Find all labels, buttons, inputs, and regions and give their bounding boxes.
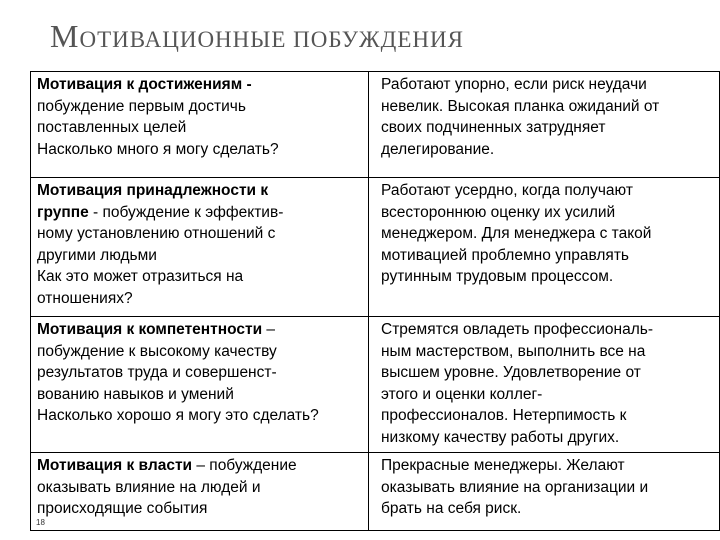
description-line: своих подчиненных затрудняет	[381, 119, 606, 136]
table-row-competence	[31, 317, 720, 453]
description-line: ным мастерством, выполнить все на	[381, 342, 646, 360]
cell-achievement-left	[31, 72, 369, 178]
description-line: делегирование.	[381, 140, 495, 158]
definition-line: побуждение первым достичь	[37, 97, 246, 115]
question-line: Как это может отразиться на	[37, 268, 244, 285]
cell-competence-right	[369, 317, 720, 453]
cell-affiliation-left	[31, 178, 369, 317]
definition-line: вованию навыков и умений	[37, 385, 234, 403]
description-line: рутинным трудовым процессом.	[381, 268, 614, 285]
slide-number: 18	[36, 518, 45, 527]
page-title	[50, 18, 464, 55]
definition-line: ному установлению отношений с	[37, 225, 276, 242]
motivation-name: Мотивация принадлежности к	[37, 182, 269, 199]
motivation-name: Мотивация к компетентности	[37, 321, 263, 338]
definition-line: поставленных целей	[37, 119, 187, 136]
description-line: Работают усердно, когда получают	[381, 182, 633, 199]
definition-line: оказывать влияние на людей и	[37, 478, 261, 496]
motivation-dash: –	[262, 321, 276, 338]
cell-competence-left	[31, 317, 369, 453]
description-line: низкому качеству работы других.	[381, 428, 620, 446]
cell-power-left	[31, 453, 369, 531]
cell-achievement-right	[369, 72, 720, 178]
definition-line: происходящие события	[37, 500, 208, 517]
description-line: брать на себя риск.	[381, 500, 522, 517]
question-line: Насколько много я могу сделать?	[37, 140, 279, 158]
description-line: мотивацией проблемно управлять	[381, 246, 629, 264]
description-line: Прекрасные менеджеры. Желают	[381, 457, 625, 474]
motivation-table	[30, 71, 720, 531]
description-line: профессионалов. Нетерпимость к	[381, 407, 627, 424]
table-row-achievement	[31, 72, 720, 178]
description-line: оказывать влияние на организации и	[381, 478, 649, 496]
description-line: этого и оценки коллег-	[381, 385, 543, 403]
description-line: менеджером. Для менеджера с такой	[381, 225, 652, 242]
description-line: Работают упорно, если риск неудачи	[381, 76, 647, 93]
title-rest: ОТИВАЦИОННЫЕ ПОБУЖДЕНИЯ	[79, 27, 464, 52]
question-line: отношениях?	[37, 289, 133, 307]
table-row-power	[31, 453, 720, 531]
motivation-name: Мотивация к достижениям	[37, 76, 243, 93]
question-line: Насколько хорошо я могу это сделать?	[37, 407, 319, 424]
definition-line: результатов труда и совершенст-	[37, 364, 277, 381]
motivation-dash: -	[88, 203, 103, 221]
definition-inline: побуждение к эффектив-	[102, 203, 284, 221]
definition-line: побуждение к высокому качеству	[37, 342, 277, 360]
description-line: невелик. Высокая планка ожиданий от	[381, 97, 660, 115]
cell-power-right	[369, 453, 720, 531]
cell-affiliation-right	[369, 178, 720, 317]
motivation-name-cont: группе	[37, 203, 89, 221]
table-row-affiliation	[31, 178, 720, 317]
definition-line: другими людьми	[37, 246, 157, 264]
description-line: Стремятся овладеть профессиональ-	[381, 321, 653, 338]
description-line: высшем уровне. Удовлетворение от	[381, 364, 641, 381]
title-first-letter: М	[50, 18, 80, 54]
motivation-dash: -	[242, 76, 252, 93]
description-line: всестороннюю оценку их усилий	[381, 203, 616, 221]
motivation-name: Мотивация к власти	[37, 457, 193, 474]
motivation-dash: – побуждение	[192, 457, 297, 474]
